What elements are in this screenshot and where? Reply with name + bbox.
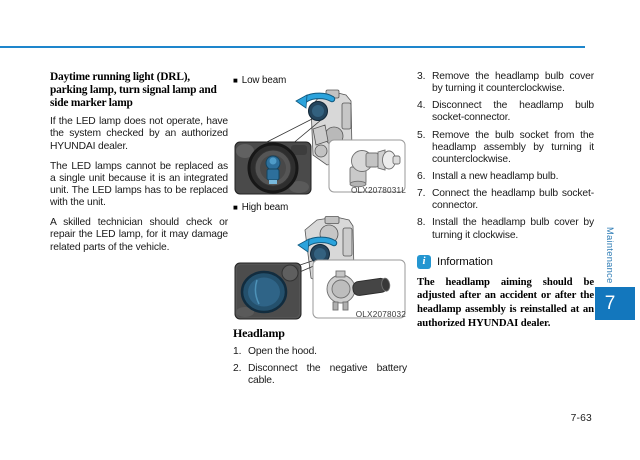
step-number: 4. — [417, 100, 426, 112]
step-number: 8. — [417, 217, 426, 229]
step-number: 6. — [417, 170, 426, 182]
high-beam-figure — [233, 216, 407, 320]
procedure-step — [417, 171, 594, 183]
step-text: Remove the bulb socket from the headlamp assembly by turning it counterclockwise. — [432, 129, 594, 165]
paragraph: The LED lamps cannot be replaced as a single unit because it is an integrated unit. The LED lamps has to be replaced with the unit. — [50, 160, 228, 209]
procedure-step — [417, 217, 594, 241]
step-number: 2. — [233, 363, 242, 375]
figure-label-low-beam — [233, 75, 407, 86]
step-text: Open the hood. — [248, 346, 317, 357]
step-number: 5. — [417, 129, 426, 141]
square-bullet-icon: ■ — [233, 202, 238, 212]
step-text: Install a new headlamp bulb. — [432, 170, 559, 182]
right-column — [417, 71, 594, 330]
step-text: Install the headlamp bulb cover by turning it clockwise. — [432, 217, 594, 241]
procedure-step — [233, 363, 407, 387]
figure-caption: OLX2078031L — [350, 186, 406, 195]
middle-column — [233, 71, 407, 392]
section-heading: Daytime running light (DRL), parking lamp, turn signal lamp and side marker lamp — [50, 71, 217, 109]
left-column — [50, 71, 228, 262]
chapter-number-tab — [595, 287, 635, 320]
paragraph: If the LED lamp does not operate, have the system checked by an authorized HYUNDAI dealer. — [50, 116, 228, 152]
information-body: The headlamp aiming should be adjusted after an accident or after the headlamp assembly is reinstalled at an authorized HYUNDAI dealer. — [417, 275, 594, 329]
high-beam-illustration — [233, 216, 407, 320]
step-text: Remove the headlamp bulb cover by turning it counterclockwise. — [432, 71, 594, 95]
step-number: 7. — [417, 188, 426, 200]
chapter-number: 7 — [604, 293, 616, 314]
procedure-step — [417, 130, 594, 166]
step-number: 1. — [233, 346, 242, 357]
step-text: Connect the headlamp bulb socket-connector. — [432, 188, 594, 212]
headlamp-heading: Headlamp — [233, 326, 285, 340]
paragraph: A skilled technician should check or repair the LED lamp, for it may damage related parts of the vehicle. — [50, 217, 228, 253]
information-header — [417, 255, 594, 269]
figure-label-text: High beam — [241, 202, 289, 213]
procedure-step — [233, 346, 407, 358]
information-title: Information — [437, 255, 493, 268]
procedure-step — [417, 71, 594, 95]
header-rule — [0, 46, 585, 48]
square-bullet-icon: ■ — [233, 75, 238, 85]
low-beam-illustration — [233, 89, 407, 196]
step-number: 3. — [417, 71, 426, 82]
low-beam-figure — [233, 89, 407, 196]
info-icon: i — [417, 255, 431, 269]
figure-label-high-beam — [233, 202, 407, 213]
chapter-tab-label: Maintenance — [605, 227, 615, 284]
page-number: 7-63 — [570, 413, 592, 424]
figure-label-text: Low beam — [241, 75, 287, 86]
procedure-step — [417, 188, 594, 212]
step-text: Disconnect the negative battery cable. — [248, 363, 407, 387]
step-text: Disconnect the headlamp bulb socket-connector. — [432, 100, 594, 124]
procedure-step — [417, 100, 594, 124]
figure-caption: OLX2078032 — [355, 310, 406, 319]
